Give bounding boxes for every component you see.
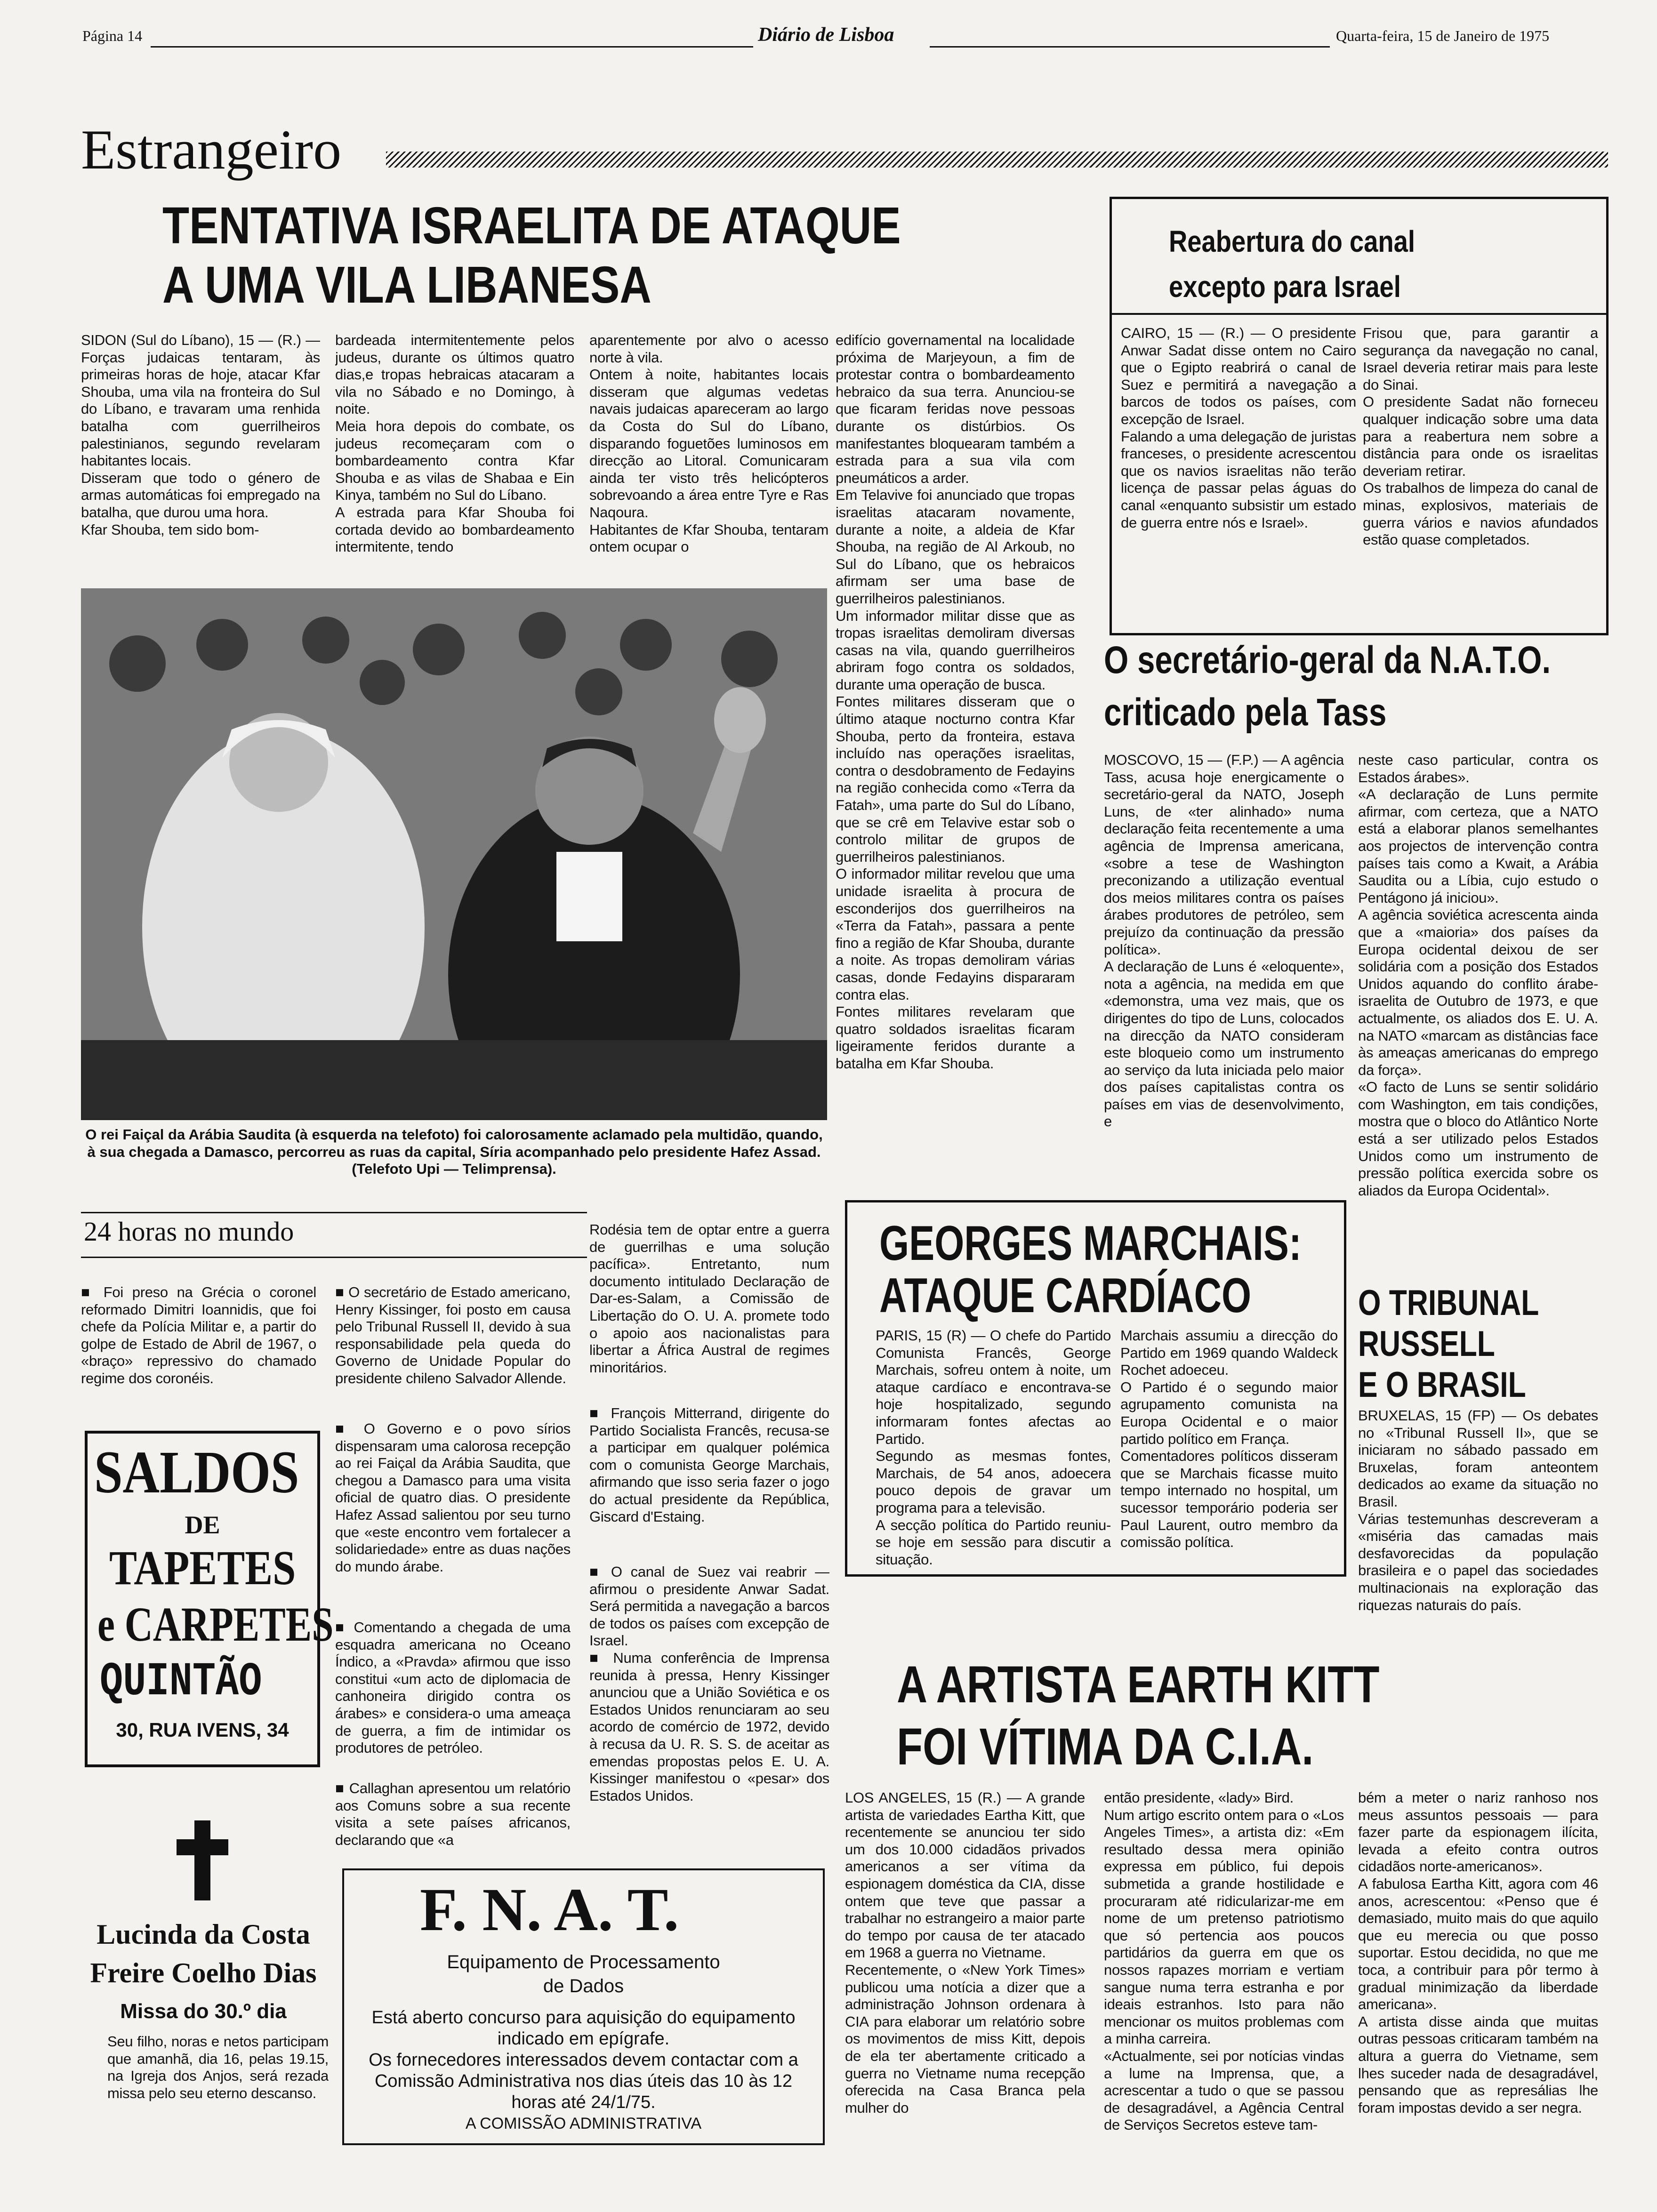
world-item-rodesia: Rodésia tem de optar entre a guerra de guerrilhas e uma solução pacífica». Entretanto, num documento intitulado Declaração de Dar-es-Salam, a Comissão de Libertação do O. U. A. promete todo o apoio aos nacionalistas para libertar a África Austral de regimes minoritários. [589,1221,829,1376]
canal-col1: CAIRO, 15 — (R.) — O presidente Anwar Sadat disse ontem no Cairo que o Egipto reabrirá o canal de Suez e permitirá a navegação a barcos de todos os países, com excepção de Israel. Falando a uma delegação de juristas franceses, o presidente acrescentou que os navios israelitas não terão licença de passar pelas águas do canal «enquanto subsistir um estado de guerra entre nós e Israel». [1121,325,1356,531]
main-article-col3: aparentemente por alvo o acesso norte à vila. Ontem à noite, habitantes locais disseram que algumas vedetas navais judaicas apareceram ao largo da Costa do Sul do Líbano, disparando foguetões luminosos em direcção ao Litoral. Comunicaram ainda ter visto três helicópteros sobrevoando a área entre Tyre e Ras Naqoura. Habitantes de Kfar Shouba, tentaram ontem ocupar o [589,332,828,555]
russell-body: BRUXELAS, 15 (FP) — Os debates no «Tribunal Russell II», que se iniciaram no sábado passado em Bruxelas, foram anteontem dedicados ao exame da situação no Brasil. Várias testemunhas descreveram a «miséria das camadas mais desfavorecidas da população brasileira e o papel das sociedades multinacionais na exploração das riquezas naturais do país. [1358,1407,1598,1613]
kitt-headline-1: A ARTISTA EARTH KITT [897,1656,1380,1714]
main-article-col4: edifício governamental na localidade próxima de Marjeyoun, a fim de protestar contra o bombardeamento hebraico da sua terra. Anunciou-se que ficaram feridas nove pessoas durante os distúrbios. Os manifestantes bloquearam também a estrada para a sua vila com pneumáticos a arder. Em Telavive foi anunciado que tropas israelitas atacaram novamente, durante a noite, a aldeia de Kfar Shouba, na região de Al Arkoub, no Sul do Líbano, que os hebraicos afirmam ser uma base de guerrilheiros palestinianos. Um informador militar disse que as tropas israelitas demoliram diversas casas na vila, quando guerrilheiros abriram fogo contra os soldados, durante uma operação de busca. Fontes militares disseram que o último ataque nocturno contra Kfar Shouba, perto da fronteira, estava incluído nas operações israelitas, contra o desdobramento de Fedayins na região conhecida como «Terra da Fatah», uma parte do Sul do Líbano, que se crê em Telavive estar sob o controlo militar de grupos de guerrilheiros palestinianos. O informador militar revelou que uma unidade israelita à procura de esconderijos dos guerrilheiros na «Terra da Fatah», passara a pente fino a região de Kfar Shouba, durante a noite. As tropas demoliram várias casas, donde Fedayins dispararam contra elas. Fontes militares revelaram que quatro soldados israelitas ficaram ligeiramente feridos durante a batalha em Kfar Shouba. [836,332,1075,1072]
nato-headline-1: O secretário-geral da N.A.T.O. [1104,639,1551,681]
masthead: Diário de Lisboa [758,24,894,46]
world-item-suez: ■ O canal de Suez vai reabrir — afirmou o presidente Anwar Sadat. Será permitida a navegação a barcos de todos os países com excepção de Israel. [589,1563,829,1653]
nato-col1: MOSCOVO, 15 — (F.P.) — A agência Tass, acusa hoje energicamente o secretário-geral da NATO, Joseph Luns, de «ter alinhado» numa declaração feita recentemente a uma agência de Imprensa americana, «sobre a tese de Washington preconizando a utilização eventual dos meios militares contra os países árabes produtores de petróleo, sem prejuízo da continuação da pressão política». A declaração de Luns é «eloquente», nota a agência, na medida em que «demonstra, uma vez mais, que os dirigentes do tipo de Luns, colocados na direcção da NATO consideram este bloqueio como um instrumento ao serviço da luta iniciada pelo maior dos países capitalistas contra os países em vias de desenvolvimento, e [1104,752,1344,1130]
fnat-subtitle-2: de Dados [543,1976,624,1996]
canal-col2: Frisou que, para garantir a segurança da navegação no canal, Israel deveria retirar mais para leste do Sinai. O presidente Sadat não forneceu qualquer indicação sobre uma data para a reabertura nem sobre a distância para onde os israelitas deveriam retirar. Os trabalhos de limpeza do canal de minas, explosivos, materiais de guerra vários e navios afundados estão quase completados. [1363,325,1598,548]
section-hatch [386,152,1608,168]
marchais-headline-2: ATAQUE CARDÍACO [879,1268,1252,1323]
world-item-pravda: ■ Comentando a chegada de uma esquadra americana no Oceano Índico, a «Pravda» afirmou que isso constitui «um acto de diplomacia de canhoneira dirigido contra os árabes» e considera-o uma ameaça de guerra, a fim de intimidar os produtores de petróleo. [335,1619,571,1779]
russell-headline-2: RUSSELL [1358,1324,1495,1364]
world-item-callaghan: ■ Callaghan apresentou um relatório aos Comuns sobre a sua recente visita a sete países africanos, declarando que «a [335,1780,571,1851]
world-item-faical: ■ O Governo e o povo sírios dispensaram uma calorosa recepção ao rei Faiçal da Arábia Saudita, que chegou a Damasco para uma visita oficial de quatro dias. O presidente Hafez Assad salientou por seu turno que «este encontro vem fortalecer a solidariedade» entre as duas nações do mundo árabe. [335,1420,571,1623]
saldos-line1: SALDOS [94,1439,299,1506]
nato-headline-2: criticado pela Tass [1104,691,1387,734]
nato-col2: neste caso particular, contra os Estados árabes». «A declaração de Luns permite afirmar, com certeza, que a NATO está a elaborar planos semelhantes aos projectos de intervenção contra países tais como a Kwait, a Arábia Saudita ou a Líbia, cujo estudo o Pentágono já iniciou». A agência soviética acrescenta ainda que a «maioria» dos países da Europa ocidental deixou de ser solidária com a posição dos Estados Unidos aquando do conflito árabe-israelita de Outubro de 1973, e que actualmente, os aliados dos E. U. A. na NATO «marcam as distâncias face às ameaças americanas do emprego da força». «O facto de Luns se sentir solidário com Washington, em tais condições, mostra que o bloco do Atlântico Norte está a ser utilizado pelos Estados Unidos como um instrumento de pressão política exercida sobre os aliados da Europa Ocidental». [1358,752,1598,1199]
photo-caption: O rei Faiçal da Arábia Saudita (à esquerda na telefoto) foi calorosamente aclamado pela multidão, quando, à sua chegada a Damasco, percorreu as ruas da capital, Síria acompanhado pelo presidente Hafez Assad. (Telefoto Upi — Telimprensa). [85,1126,823,1178]
world-item-kissinger-urss: ■ Numa conferência de Imprensa reunida à pressa, Henry Kissinger anunciou que a União Soviética e os Estados Unidos renunciaram ao seu acordo de comércio de 1972, devido à recusa da U. R. S. S. de aceitar as emendas propostas pelos E. U. A. Kissinger manifestou o «pesar» dos Estados Unidos. [589,1650,829,1847]
obituary-mass: Missa do 30.º dia [120,2000,287,2023]
kitt-headline-2: FOI VÍTIMA DA C.I.A. [897,1718,1314,1776]
main-headline-1: TENTATIVA ISRAELITA DE ATAQUE [162,197,901,255]
world-item-kissinger: ■ O secretário de Estado americano, Henry Kissinger, foi posto em causa pelo Tribunal Russell II, devido à sua responsabilidade pela queda do Governo de Unidade Popular do presidente chileno Salvador Allende. [335,1284,571,1392]
obituary-name-1: Lucinda da Costa [97,1919,310,1950]
marchais-headline-1: GEORGES MARCHAIS: [879,1216,1302,1271]
russell-headline-1: O TRIBUNAL [1358,1283,1539,1323]
obituary-name-2: Freire Coelho Dias [90,1957,317,1988]
main-article-col1: SIDON (Sul do Líbano), 15 — (R.) — Forças judaicas tentaram, às primeiras horas de hoje, atacar Kfar Shouba, uma vila na fronteira do Sul do Líbano, e travaram uma renhida batalha com guerrilheiros palestinianos, segundo revelaram habitantes locais. Disseram que todo o género de armas automáticas foi empregado na batalha, que durou uma hora. Kfar Shouba, tem sido bom- [81,332,320,538]
obituary-text: Seu filho, noras e netos participam que amanhã, dia 16, pelas 19.15, na Igreja dos Anjos, será rezada missa pelo seu eterno descanso. [107,2033,329,2101]
fnat-body: Está aberto concurso para aquisição do equipamento indicado em epígrafe. Os fornecedores interessados devem contactar com a Comissão Administrativa nos dias úteis das 10 às 12 horas até 24/1/75. [369,2008,798,2112]
canal-headline-2: excepto para Israel [1169,270,1401,304]
kitt-col1: LOS ANGELES, 15 (R.) — A grande artista de variedades Eartha Kitt, que recentemente se anunciou ter sido um dos 10.000 cidadãos privados americanos a ser vítima da espionagem doméstica da CIA, disse ontem que teve que passar a trabalhar no estrangeiro a maior parte do tempo por causa de ter atacado em 1968 a guerra no Vietname. Recentemente, o «New York Times» publicou uma notícia a dizer que a administração Johnson ordenara à CIA para elaborar um relatório sobre os movimentos de miss Kitt, depois de ela ter abertamente criticado a guerra no Vietname numa recepção oferecida na Casa Branca pela mulher do [845,1789,1085,2116]
kitt-col3: bém a meter o nariz ranhoso nos meus assuntos pessoais — para fazer parte da espionagem ilícita, levada a efeito contra outros cidadãos norte-americanos». A fabulosa Eartha Kitt, agora com 46 anos, acrescentou: «Penso que é demasiado, muito mais do que aquilo que eu merecia ou que posso suportar. Estou decidida, no que me toca, a contribuir para pôr termo à gradual minimização da liberdade americana». A artista disse ainda que muitas outras pessoas criticaram também na altura a guerra do Vietname, sem lhes suceder nada de desagradável, pensando que as represálias lhe foram impostas devido a ser negra. [1358,1789,1598,2116]
world-rule-bottom [81,1257,587,1258]
saldos-line6: 30, RUA IVENS, 34 [116,1719,289,1741]
saldos-line2: DE [185,1511,220,1539]
russell-headline-3: E O BRASIL [1358,1365,1526,1405]
photo-illustration [81,588,827,1120]
saldos-line4: e CARPETES [97,1597,334,1651]
main-article-col2: bardeada intermitentemente pelos judeus, durante os últimos quatro dias,e tropas hebraicas atacaram a vila no Sábado e no Domingo, à noite. Meia hora depois do combate, os judeus recomeçaram com o bombardeamento contra Kfar Shouba e as vilas de Shabaa e Ein Kinya, também no Sul do Líbano. A estrada para Kfar Shouba foi cortada devido ao bombardeamento intermitente, tendo [335,332,574,555]
marchais-col1: PARIS, 15 (R) — O chefe do Partido Comunista Francês, George Marchais, sofreu ontem à noite, um ataque cardíaco e encontrava-se hoje hospitalizado, segundo informaram fontes afectas ao Partido. Segundo as mesmas fontes, Marchais, de 54 anos, adoecera pouco depois de gravar um programa para a televisão. A secção política do Partido reuniu-se hoje em sessão para discutir a situação. [876,1327,1111,1568]
world-rule-top [81,1212,587,1213]
world-item-mitterrand: ■ François Mitterrand, dirigente do Partido Socialista Francês, recusa-se a participar em qualquer polémica com o comunista George Marchais, afirmando que isso seria fazer o jogo do actual presidente da República, Giscard d'Estaing. [589,1405,829,1546]
saldos-line3: TAPETES [109,1541,296,1595]
world-title: 24 horas no mundo [84,1216,294,1247]
kitt-col2: então presidente, «lady» Bird. Num artigo escrito ontem para o «Los Angeles Times», a artista diz: «Em resultado dessa mera opinião expressa em público, fui depois submetida a grande hostilidade e procuraram até ridicularizar-me em nome de um pretenso patriotismo que só pertencia aos poucos partidários da guerra em que os nossos rapazes morriam e vertiam sangue numa terra estranha e por ideais estranhos. Isto para não mencionar os muitos problemas com a minha carreira. «Actualmente, sei por notícias vindas a lume na Imprensa, que, a acrescentar a tudo o que se passou de desagradável, a Agência Central de Serviços Secretos esteve tam- [1104,1789,1344,2133]
header-rule-left [151,46,753,48]
canal-headline-1: Reabertura do canal [1169,224,1416,258]
news-photo [81,588,827,1120]
marchais-col2: Marchais assumiu a direcção do Partido em 1969 quando Waldeck Rochet adoeceu. O Partido é o segundo maior agrupamento comunista na Europa Ocidental e o maior partido político em França. Comentadores políticos disseram que se Marchais ficasse muito tempo internado no hospital, um sucessor temporário poderia ser Paul Laurent, outro membro da comissão política. [1120,1327,1338,1551]
fnat-title: F. N. A. T. [420,1876,679,1944]
fnat-signature: A COMISSÃO ADMINISTRATIVA [465,2115,702,2132]
saldos-line5: QUINTÃO [100,1656,262,1709]
canal-rule [1110,313,1609,315]
cross-icon [177,1820,228,1900]
fnat-subtitle-1: Equipamento de Processamento [447,1952,720,1972]
header-rule-right [930,46,1330,48]
section-title: Estrangeiro [81,118,342,181]
issue-date: Quarta-feira, 15 de Janeiro de 1975 [1336,27,1550,44]
page-number: Página 14 [82,27,143,44]
main-headline-2: A UMA VILA LIBANESA [162,256,652,314]
world-item-ioannidis: ■ Foi preso na Grécia o coronel reformado Dimitri Ioannidis, que foi chefe da Polícia Militar e, a partir do golpe de Estado de Abril de 1967, o «braço» repressivo do chamado regime dos coronéis. [81,1284,316,1406]
